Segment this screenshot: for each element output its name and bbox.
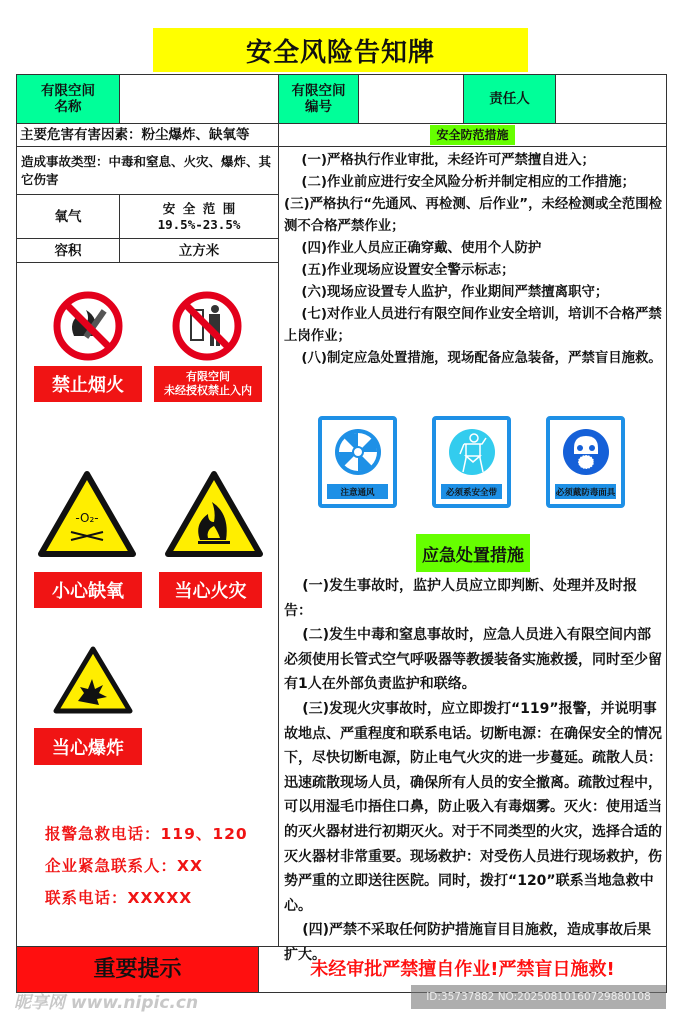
volume-unit: 立方米: [119, 238, 279, 263]
no-fire-label: 禁止烟火: [34, 366, 142, 402]
oxygen-warning-icon: [37, 470, 137, 558]
space-name-label: 有限空间 名称: [16, 74, 120, 124]
safety-item: (五)作业现场应设置安全警示标志；: [301, 263, 515, 278]
safety-item: (二)作业前应进行安全风险分析并制定相应的工作措施；: [301, 175, 636, 190]
watermark-id: ID:35737882 NO:20250810160729880108: [411, 985, 666, 1009]
hazards: 主要危害有害因素：粉尘爆炸、缺氧等: [16, 123, 279, 147]
fire-warning-icon: [164, 470, 264, 558]
emergency-phone: 报警急救电话：119、120: [45, 825, 248, 843]
emergency-item: (二)发生中毒和窒息事故时，应急人员进入有限空间内部必须使用长管式空气呼吸器等教援装备实施救援，同时至少留有1人在外部负责监护和联络。: [284, 627, 662, 693]
emergency-item: (一)发生事故时，监护人员应立即判断、处理并及时报告：: [284, 578, 637, 619]
page-title: 安全风险告知牌: [153, 28, 528, 72]
no-entry-label-line2: 未经授权禁止入内: [164, 384, 252, 397]
no-entry-label: [154, 366, 262, 402]
oxygen-label: 氧气: [16, 194, 120, 239]
safety-harness-icon: [448, 428, 496, 476]
safety-measures-header: [278, 123, 667, 147]
safety-harness-label: 必须系安全带: [441, 484, 502, 499]
explosion-warning-label: 当心爆炸: [34, 728, 142, 765]
safety-item: (三)严格执行“先通风、再检测、后作业”，未经检测或全范围检测不合格严禁作业；: [284, 197, 662, 234]
gas-mask-icon: [562, 428, 610, 476]
safety-measures-heading: 安全防范措施: [430, 125, 514, 145]
emergency-measures-heading: 应急处置措施: [416, 534, 530, 572]
fire-warning-label: 当心火灾: [159, 572, 262, 608]
safety-item: (四)作业人员应正确穿戴、使用个人防护: [301, 241, 542, 256]
oxygen-range-value: 19.5%-23.5%: [157, 216, 241, 232]
gas-mask-label: 必须戴防毒面具: [555, 484, 616, 499]
gas-mask-sign: [546, 416, 625, 508]
responsible-label: 责任人: [463, 74, 556, 124]
volume-label: 容积: [16, 238, 120, 263]
ventilation-icon: [334, 428, 382, 476]
no-entry-icon: [171, 290, 243, 362]
responsible-field[interactable]: [555, 74, 667, 124]
safety-item: (六)现场应设置专人监护，作业期间严禁擅离职守；: [301, 285, 609, 300]
emergency-measures-list: [284, 574, 662, 968]
oxygen-range: [119, 194, 279, 239]
company-contact: 企业紧急联系人：XX: [45, 857, 203, 875]
safety-item: (八)制定应急处置措施，现场配备应急装备，严禁盲目施救。: [301, 351, 662, 366]
oxygen-warning-label: 小心缺氧: [34, 572, 142, 608]
contact-phone: 联系电话：XXXXX: [45, 889, 193, 907]
accident-types: 造成事故类型：中毒和窒息、火灾、爆炸、其它伤害: [16, 146, 279, 195]
no-entry-label-line1: 有限空间: [186, 370, 230, 383]
space-no-label: 有限空间 编号: [278, 74, 359, 124]
important-notice-text: 未经审批严禁擅自作业!严禁盲日施救!: [258, 946, 667, 993]
ventilation-sign: [318, 416, 397, 508]
emergency-item: (四)严禁不采取任何防护措施盲目目施救，造成事故后果扩大。: [284, 922, 651, 963]
emergency-item: (三)发现火灾事故时，应立即拨打“119”报警，并说明事故地点、严重程度和联系电话。切断电源：在确保安全的情况下，尽快切断电源，防止电气火灾的进一步蔓延。疏散人员：迅速疏散现场人员，确保所有人员的安全撤离。疏散过程中，可以用湿毛巾捂住口鼻，防止吸入有毒烟雾。灭火：使用适当的灭火器材进行初期灭火。对于不同类型的火灾，选择合适的灭火器材非常重要。现场救护：对受伤人员进行现场救护，伤势严重的立即送往医院。同时，拨打“120”联系当地急救中心。: [284, 700, 662, 914]
svg-text:-O₂-: -O₂-: [75, 511, 99, 525]
no-fire-icon: [52, 290, 124, 362]
safety-harness-sign: [432, 416, 511, 508]
ventilation-label: 注意通风: [327, 484, 388, 499]
safety-item: (一)严格执行作业审批，未经许可严禁擅自进入；: [301, 153, 595, 168]
important-notice-label: 重要提示: [16, 946, 259, 993]
watermark-logo: 昵享网 www.nipic.cn: [14, 993, 199, 1013]
space-no-field[interactable]: [358, 74, 464, 124]
explosion-warning-icon: [52, 645, 134, 715]
safety-measures-list: [284, 150, 662, 370]
oxygen-range-label: 安 全 范 围: [162, 200, 236, 216]
space-name-field[interactable]: [119, 74, 279, 124]
safety-item: (七)对作业人员进行有限空间作业安全培训，培训不合格严禁上岗作业；: [284, 307, 662, 344]
